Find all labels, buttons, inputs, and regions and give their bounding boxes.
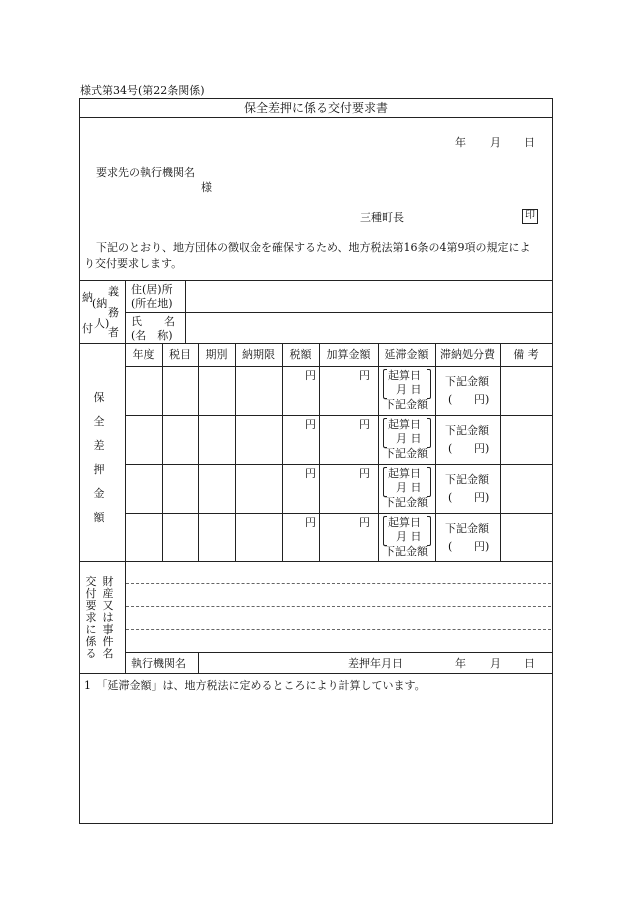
- addition-yen-unit: 円: [359, 467, 370, 480]
- seal-mark: 印: [522, 209, 538, 224]
- delinquent-below-amount: 下記金額: [384, 447, 428, 460]
- disposal-paren-open: (: [448, 540, 453, 553]
- disposal-below-amount: 下記金額: [445, 375, 489, 388]
- addressee-sama: 様: [201, 181, 212, 194]
- addition-yen-unit: 円: [359, 418, 370, 431]
- row-rule: [125, 513, 552, 514]
- bracket-right: [427, 516, 431, 546]
- column-header: 滞納処分費: [440, 348, 495, 361]
- property-side-label-2: 財産又は事件名: [102, 575, 114, 660]
- tax-yen-unit: 円: [305, 369, 316, 382]
- column-header: 備 考: [513, 348, 539, 361]
- agency-label: 執行機関名: [131, 657, 186, 670]
- addition-yen-unit: 円: [359, 516, 370, 529]
- disposal-yen-close: 円): [474, 491, 490, 504]
- form-number: 様式第34号(第22条関係): [80, 84, 205, 97]
- address-sublabel: (所在地): [131, 297, 173, 310]
- seizure-year: 年: [455, 657, 466, 670]
- seizure-day: 日: [524, 657, 535, 670]
- column-rule: [500, 343, 501, 562]
- taxpayer-label-paren-nin: 人): [94, 317, 110, 330]
- taxpayer-label-sha: 者: [108, 326, 119, 339]
- date-year: 年: [455, 136, 466, 149]
- body-text-1: 下記のとおり、地方団体の徴収金を確保するため、地方税法第16条の4第9項の規定によ: [96, 241, 531, 254]
- column-header: 年度: [132, 348, 155, 361]
- taxpayer-label-paren-nou: (納: [92, 297, 108, 310]
- column-header: 加算金額: [326, 348, 371, 361]
- addition-yen-unit: 円: [359, 369, 370, 382]
- name-sublabel: (名 称): [131, 329, 173, 342]
- kisanbi-label: 起算日: [388, 467, 421, 480]
- column-header: 期別: [205, 348, 228, 361]
- disposal-paren-open: (: [448, 491, 453, 504]
- taxpayer-label-gi: 義: [108, 285, 119, 298]
- seizure-month: 月: [490, 657, 501, 670]
- tax-yen-unit: 円: [305, 467, 316, 480]
- bracket-left: [383, 369, 387, 399]
- disposal-paren-open: (: [448, 393, 453, 406]
- column-rule: [319, 343, 320, 562]
- column-rule: [282, 343, 283, 562]
- body-text-2: り交付要求します。: [84, 257, 183, 270]
- delinquent-below-amount: 下記金額: [384, 496, 428, 509]
- disposal-yen-close: 円): [474, 442, 490, 455]
- form-title: 保全差押に係る交付要求書: [243, 101, 388, 115]
- month-day-label: 月 日: [396, 481, 422, 494]
- delinquent-below-amount: 下記金額: [384, 545, 428, 558]
- disposal-below-amount: 下記金額: [445, 473, 489, 486]
- note-text: 1 「延滞金額」は、地方税法に定めるところにより計算しています。: [84, 679, 426, 692]
- column-rule: [162, 343, 163, 562]
- delinquent-below-amount: 下記金額: [384, 398, 428, 411]
- disposal-yen-close: 円): [474, 393, 490, 406]
- column-header: 税額: [289, 348, 312, 361]
- tax-yen-unit: 円: [305, 418, 316, 431]
- kisanbi-label: 起算日: [388, 516, 421, 529]
- month-day-label: 月 日: [396, 432, 422, 445]
- header-rule: [125, 366, 552, 367]
- column-header: 納期限: [242, 348, 275, 361]
- kisanbi-label: 起算日: [388, 418, 421, 431]
- column-rule: [198, 343, 199, 562]
- kisanbi-label: 起算日: [388, 369, 421, 382]
- column-header: 延滞金額: [384, 348, 429, 361]
- property-side-label: 交付要求に係る: [85, 575, 97, 660]
- month-day-label: 月 日: [396, 383, 422, 396]
- disposal-paren-open: (: [448, 442, 453, 455]
- column-rule: [435, 343, 436, 562]
- name-label: 氏 名: [131, 315, 175, 328]
- column-rule: [235, 343, 236, 562]
- taxpayer-label-nou: 納: [82, 291, 93, 304]
- bracket-right: [427, 369, 431, 399]
- addressee-label: 要求先の執行機関名: [96, 166, 195, 179]
- sender-name: 三種町長: [360, 211, 404, 224]
- month-day-label: 月 日: [396, 530, 422, 543]
- date-day: 日: [524, 136, 535, 149]
- bracket-left: [383, 467, 387, 497]
- bracket-right: [427, 418, 431, 448]
- taxpayer-label-mu: 務: [108, 306, 119, 319]
- disposal-below-amount: 下記金額: [445, 424, 489, 437]
- date-month: 月: [490, 136, 501, 149]
- seizure-date-label: 差押年月日: [348, 657, 403, 670]
- row-rule: [125, 415, 552, 416]
- disposal-below-amount: 下記金額: [445, 522, 489, 535]
- address-label: 住(居)所: [131, 283, 173, 296]
- amount-side-label: 保全差押金額: [93, 391, 105, 524]
- row-rule: [125, 464, 552, 465]
- bracket-left: [383, 418, 387, 448]
- tax-yen-unit: 円: [305, 516, 316, 529]
- form-frame: [79, 98, 553, 824]
- bracket-right: [427, 467, 431, 497]
- bracket-left: [383, 516, 387, 546]
- disposal-yen-close: 円): [474, 540, 490, 553]
- column-rule: [378, 343, 379, 562]
- column-header: 税目: [169, 348, 191, 361]
- taxpayer-label-fu: 付: [82, 322, 93, 335]
